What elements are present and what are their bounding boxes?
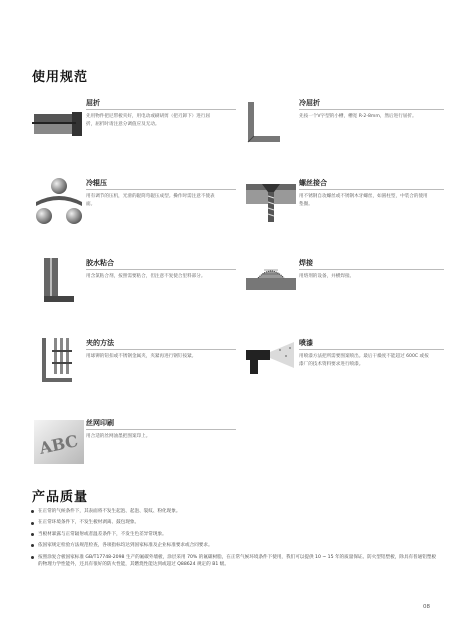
clamp-icon (32, 336, 86, 390)
usage-item-name: 丝网印刷 (86, 419, 114, 427)
list-item: 在正常的气候条件下，其表面将不发生起泡、起泡、裂纹、粉化现象。 (30, 508, 440, 515)
usage-item-desc: 先按一个V字型的小槽，槽宽 R-2-8mm，然后进行屈折。 (299, 114, 417, 119)
fold-bend-icon (32, 96, 86, 150)
list-item: 按照涂复合板国家标准 GB/T17748-2098 生产的氟碳外墙板，涂层采用 70% 的氟碳树脂，在正常气候环境条件下使用，我们可以提供 10 ~ 15 年的质量保证。防火型铝塑板，除具有普通铝塑板的物理力学性能外，还具有很好的防火性能，其燃烧性能达到或超过 Q88624 规定的 B1 级。 (30, 554, 440, 568)
usage-item-name: 胶水粘合 (86, 259, 114, 267)
usage-item-name: 屈折 (86, 99, 100, 107)
divider (299, 109, 444, 110)
usage-item-desc: 用球铆的钮扣或不锈钢金属夹，夹紧再进行钢钉按紧。 (86, 354, 197, 359)
divider (299, 189, 444, 190)
divider (86, 429, 236, 430)
usage-item-name: 喷漆 (299, 339, 313, 347)
silk-screen-sample-text: ABC (37, 431, 80, 458)
usage-item-name: 螺丝接合 (299, 179, 327, 187)
weld-icon (244, 256, 298, 310)
list-item: 依国家规定检验方法规范检查，各项指标均达到国家标准及企业标准要求或合同要求。 (30, 542, 440, 549)
screw-joint-icon (244, 176, 298, 230)
usage-item-name: 冷辊压 (86, 179, 107, 187)
cold-bend-icon (244, 96, 298, 150)
usage-item-desc: 用含氯粘合剂，按照需要粘合，但注意不复使合里料部分。 (86, 274, 206, 279)
usage-item-name: 焊接 (299, 259, 313, 267)
quality-section-title: 产品质量 (32, 490, 89, 505)
glue-bond-icon (32, 256, 86, 310)
divider (86, 109, 236, 110)
cold-roll-icon (32, 176, 86, 230)
page-number: 08 (423, 604, 430, 610)
usage-item-desc: 用有调节的压机，光滑的辊筒弯辊压成型。操作时需注意不使表面。 (86, 194, 215, 207)
usage-item-desc: 用熔剂的设备，并横焊接。 (299, 274, 355, 279)
list-item: 在正常环境条件下，不发生板材剥离、鼓包现象。 (30, 519, 440, 526)
divider (86, 189, 236, 190)
list-item: 当板材暴露与正常辐射或者温差条件下，不发生色差异常现象。 (30, 531, 440, 538)
usage-item-desc: 用喷漆方法把所需要图案喷出。最后干燥度不能超过 600C 或按漆厂的技术资料要求进行喷漆。 (299, 354, 429, 367)
divider (299, 269, 444, 270)
usage-item-desc: 用合适的丝网油墨把图案印上。 (86, 434, 151, 439)
usage-item-name: 冷屈折 (299, 99, 320, 107)
divider (299, 349, 444, 350)
usage-section-title: 使用规范 (32, 70, 89, 85)
divider (86, 269, 236, 270)
usage-item-desc: 用不锈钢自攻螺丝或不锈钢木牙螺丝，如圆柱型，中装合的使用垫圈。 (299, 194, 428, 207)
divider (86, 349, 236, 350)
usage-item-name: 夹的方法 (86, 339, 114, 347)
usage-item-desc: 先用物件把尼带板夹好，用电动或刷胡剪（把刃卸下）进行屈折，屈折时请注意分调值应及无动。 (86, 114, 211, 127)
quality-list (30, 508, 440, 572)
silk-screen-icon (32, 416, 86, 470)
spray-paint-icon (244, 336, 298, 390)
